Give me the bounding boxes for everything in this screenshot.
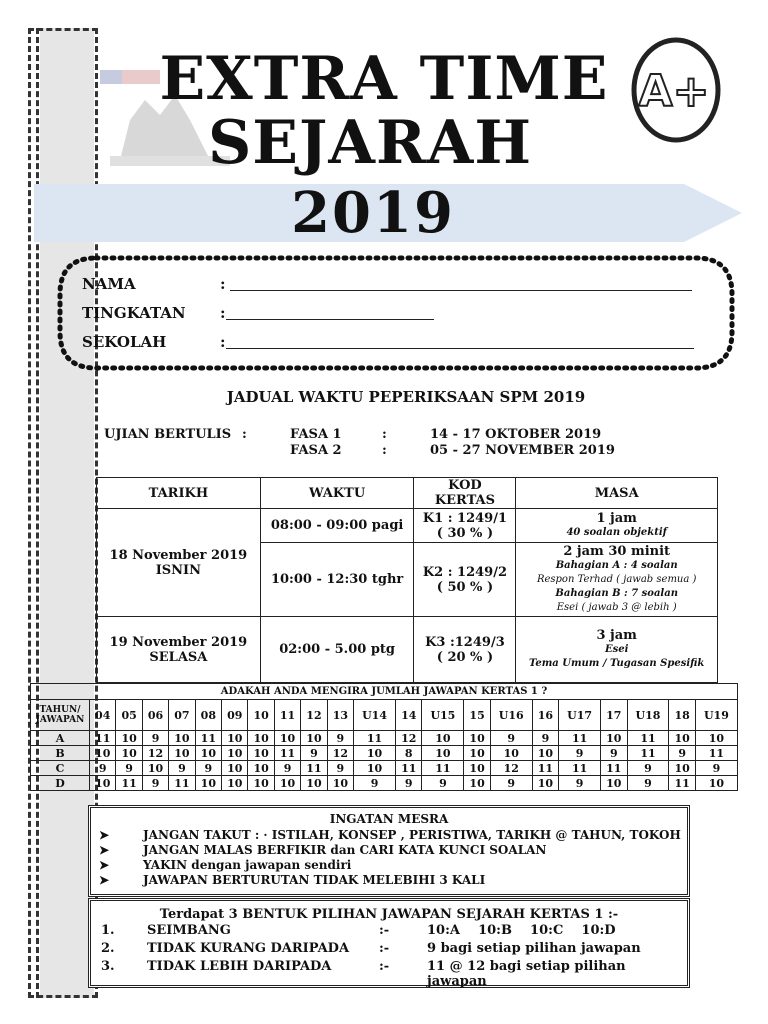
answer-count-cell: 11 bbox=[396, 761, 422, 776]
corner-cell: TAHUN/ JAWAPAN bbox=[31, 700, 90, 731]
answer-distribution-table bbox=[30, 683, 738, 791]
answer-count-cell: 9 bbox=[274, 761, 300, 776]
answer-count-cell: 10 bbox=[464, 776, 490, 791]
k1-kod-cell bbox=[414, 509, 516, 543]
field-label-tingkatan: TINGKATAN bbox=[82, 304, 186, 322]
answer-count-cell: 9 bbox=[490, 776, 532, 791]
pilihan-label: SEIMBANG bbox=[147, 923, 231, 938]
tingkatan-field[interactable] bbox=[226, 319, 434, 320]
nama-field[interactable] bbox=[230, 290, 692, 291]
fasa-1-dates: 14 - 17 OKTOBER 2019 bbox=[430, 427, 602, 442]
year-header: 12 bbox=[301, 700, 327, 731]
year-header: U17 bbox=[559, 700, 601, 731]
answer-count-cell: 9 bbox=[601, 746, 627, 761]
answer-count-cell: 10 bbox=[142, 761, 168, 776]
answer-count-cell: 9 bbox=[559, 746, 601, 761]
answer-count-cell: 11 bbox=[627, 746, 669, 761]
mesra-item: ➤ JANGAN MALAS BERFIKIR dan CARI KATA KUNCI SOALAN bbox=[99, 843, 547, 857]
year-header: 17 bbox=[601, 700, 627, 731]
pilihan-value: 11 @ 12 bagi setiap pilihan jawapan bbox=[427, 959, 626, 989]
answer-count-cell: 11 bbox=[601, 761, 627, 776]
year-header: 15 bbox=[464, 700, 490, 731]
mesra-item: ➤ JANGAN TAKUT : · ISTILAH, KONSEP , PERISTIWA, TARIKH @ TAHUN, TOKOH bbox=[99, 828, 681, 842]
answer-count-cell: 10 bbox=[422, 731, 464, 746]
mesra-title: INGATAN MESRA bbox=[329, 812, 449, 826]
pilihan-label: TIDAK LEBIH DARIPADA bbox=[147, 959, 332, 974]
mesra-item: ➤ YAKIN dengan jawapan sendiri bbox=[99, 858, 352, 872]
k1-time: 08:00 - 09:00 pagi bbox=[260, 509, 414, 543]
year-header: U16 bbox=[490, 700, 532, 731]
answer-count-cell: 10 bbox=[222, 776, 248, 791]
table-row bbox=[97, 617, 718, 683]
day2-day: SELASA bbox=[149, 649, 208, 665]
answer-count-cell: 10 bbox=[195, 746, 221, 761]
table-row bbox=[31, 746, 738, 761]
pilihan-jawapan-box bbox=[88, 898, 690, 988]
answer-count-cell: 10 bbox=[248, 776, 274, 791]
title-line-2: SEJARAH bbox=[207, 108, 533, 178]
k2-kod: K2 : 1249/2 bbox=[422, 564, 508, 580]
header-kod: KOD KERTAS bbox=[414, 478, 516, 509]
pilihan-value: 10:A 10:B 10:C 10:D bbox=[427, 923, 616, 938]
k1-masa-cell bbox=[516, 509, 718, 543]
answer-count-cell: 10 bbox=[464, 731, 490, 746]
answer-count-cell: 8 bbox=[396, 746, 422, 761]
answer-count-cell: 11 bbox=[90, 731, 116, 746]
dashed-border-bottom bbox=[28, 995, 98, 998]
arrow-bullet-icon: ➤ bbox=[99, 843, 110, 857]
answer-count-cell: 12 bbox=[327, 746, 353, 761]
k3-masa-cell bbox=[516, 617, 718, 683]
row-label: C bbox=[31, 761, 90, 776]
answer-count-cell: 10 bbox=[195, 776, 221, 791]
answer-count-cell: 11 bbox=[169, 776, 195, 791]
table-header-row bbox=[31, 700, 738, 731]
answer-count-cell: 10 bbox=[669, 731, 695, 746]
answer-count-cell: 9 bbox=[195, 761, 221, 776]
table-header-row bbox=[97, 478, 718, 509]
answer-count-cell: 9 bbox=[327, 761, 353, 776]
answer-count-cell: 11 bbox=[669, 776, 695, 791]
pilihan-title: Terdapat 3 BENTUK PILIHAN JAWAPAN SEJARAH KERTAS 1 :- bbox=[159, 907, 619, 922]
fasa-colon: : bbox=[382, 443, 387, 458]
answer-count-cell: 11 bbox=[195, 731, 221, 746]
k2-masa: 2 jam 30 minit bbox=[563, 544, 671, 559]
year-header: 14 bbox=[396, 700, 422, 731]
k2-note-a: Bahagian A : 4 soalan bbox=[555, 560, 678, 571]
answer-count-cell: 10 bbox=[532, 746, 558, 761]
header-masa: MASA bbox=[516, 478, 718, 509]
svg-text:A+: A+ bbox=[638, 66, 710, 117]
answer-count-cell: 9 bbox=[627, 761, 669, 776]
answer-count-cell: 10 bbox=[90, 746, 116, 761]
pilihan-sep: :- bbox=[379, 959, 390, 974]
answer-count-cell: 10 bbox=[669, 761, 695, 776]
arrow-bullet-icon: ➤ bbox=[99, 858, 110, 872]
answer-count-cell: 9 bbox=[532, 731, 558, 746]
answer-count-cell: 11 bbox=[116, 776, 142, 791]
answer-count-cell: 10 bbox=[695, 731, 737, 746]
day1-day: ISNIN bbox=[155, 562, 202, 578]
year-header: 13 bbox=[327, 700, 353, 731]
header-tarikh: TARIKH bbox=[97, 478, 261, 509]
pilihan-value: 9 bagi setiap pilihan jawapan bbox=[427, 941, 641, 956]
exam-schedule-table bbox=[96, 477, 718, 683]
answer-count-cell: 9 bbox=[90, 761, 116, 776]
k1-note: 40 soalan objektif bbox=[566, 527, 667, 538]
answer-count-cell: 9 bbox=[354, 776, 396, 791]
field-label-sekolah: SEKOLAH bbox=[82, 333, 167, 351]
year-header: 11 bbox=[274, 700, 300, 731]
field-colon: : bbox=[220, 275, 226, 293]
answer-count-cell: 10 bbox=[116, 731, 142, 746]
k3-note1: Esei bbox=[604, 644, 629, 655]
field-colon: : bbox=[220, 333, 226, 351]
day2-cell bbox=[97, 617, 261, 683]
answers-caption: ADAKAH ANDA MENGIRA JUMLAH JAWAPAN KERTAS 1 ? bbox=[31, 684, 738, 700]
year-header: 09 bbox=[222, 700, 248, 731]
row-label: A bbox=[31, 731, 90, 746]
mesra-item: ➤ JAWAPAN BERTURUTAN TIDAK MELEBIHI 3 KALI bbox=[99, 873, 486, 887]
table-row bbox=[31, 731, 738, 746]
fasa-colon: : bbox=[382, 427, 387, 442]
pilihan-num: 2. bbox=[101, 941, 115, 956]
ujian-colon: : bbox=[242, 427, 247, 442]
answer-count-cell: 10 bbox=[601, 731, 627, 746]
k2-kod-cell bbox=[414, 543, 516, 617]
k2-time: 10:00 - 12:30 tghr bbox=[260, 543, 414, 617]
k3-time: 02:00 - 5.00 ptg bbox=[260, 617, 414, 683]
answer-count-cell: 9 bbox=[301, 746, 327, 761]
year-header: 04 bbox=[90, 700, 116, 731]
answer-count-cell: 9 bbox=[490, 731, 532, 746]
k2-masa-cell bbox=[516, 543, 718, 617]
day1-cell bbox=[97, 509, 261, 617]
year-header: U15 bbox=[422, 700, 464, 731]
row-label: D bbox=[31, 776, 90, 791]
answer-count-cell: 10 bbox=[248, 761, 274, 776]
answer-count-cell: 10 bbox=[222, 761, 248, 776]
k2-pct: ( 50 % ) bbox=[436, 579, 494, 595]
k1-pct: ( 30 % ) bbox=[436, 525, 494, 541]
answer-count-cell: 9 bbox=[422, 776, 464, 791]
fasa-1-label: FASA 1 bbox=[290, 427, 342, 442]
pilihan-sep: :- bbox=[379, 941, 390, 956]
answer-count-cell: 9 bbox=[396, 776, 422, 791]
answer-count-cell: 11 bbox=[274, 746, 300, 761]
answer-count-cell: 10 bbox=[354, 761, 396, 776]
answer-count-cell: 11 bbox=[422, 761, 464, 776]
day1-date: 18 November 2019 bbox=[109, 547, 248, 563]
table-row bbox=[31, 761, 738, 776]
fasa-2-label: FASA 2 bbox=[290, 443, 342, 458]
answer-count-cell: 10 bbox=[169, 746, 195, 761]
answer-count-cell: 10 bbox=[490, 746, 532, 761]
table-row bbox=[97, 509, 718, 543]
answer-count-cell: 9 bbox=[669, 746, 695, 761]
answer-count-cell: 10 bbox=[274, 776, 300, 791]
answer-count-cell: 9 bbox=[169, 761, 195, 776]
answer-count-cell: 10 bbox=[222, 746, 248, 761]
answer-count-cell: 10 bbox=[301, 776, 327, 791]
pilihan-sep: :- bbox=[379, 923, 390, 938]
answer-count-cell: 10 bbox=[116, 746, 142, 761]
day2-date: 19 November 2019 bbox=[109, 634, 248, 650]
header-waktu: WAKTU bbox=[260, 478, 414, 509]
year-header: 05 bbox=[116, 700, 142, 731]
k1-masa: 1 jam bbox=[596, 511, 637, 526]
k2-note-b: Bahagian B : 7 soalan bbox=[555, 588, 678, 599]
a-plus-badge-icon bbox=[628, 34, 724, 146]
answer-count-cell: 9 bbox=[559, 776, 601, 791]
pilihan-num: 3. bbox=[101, 959, 115, 974]
year-header: 16 bbox=[532, 700, 558, 731]
answer-count-cell: 10 bbox=[248, 731, 274, 746]
arrow-bullet-icon: ➤ bbox=[99, 828, 110, 842]
answer-count-cell: 12 bbox=[490, 761, 532, 776]
k3-pct: ( 20 % ) bbox=[436, 649, 494, 665]
answer-count-cell: 10 bbox=[90, 776, 116, 791]
year-header: 08 bbox=[195, 700, 221, 731]
dashed-border-top bbox=[28, 28, 98, 31]
answer-count-cell: 10 bbox=[354, 746, 396, 761]
answer-count-cell: 10 bbox=[301, 731, 327, 746]
answer-count-cell: 10 bbox=[222, 731, 248, 746]
answer-count-cell: 9 bbox=[627, 776, 669, 791]
title-line-1: EXTRA TIME bbox=[159, 44, 609, 114]
year-header: U19 bbox=[695, 700, 737, 731]
ujian-label: UJIAN BERTULIS bbox=[104, 427, 232, 442]
k2-note-a2: Respon Terhad ( jawab semua ) bbox=[536, 574, 697, 585]
table-caption-row bbox=[31, 684, 738, 700]
field-label-nama: NAMA bbox=[82, 275, 136, 293]
year-header: 07 bbox=[169, 700, 195, 731]
answer-count-cell: 9 bbox=[327, 731, 353, 746]
answer-count-cell: 11 bbox=[301, 761, 327, 776]
answer-count-cell: 10 bbox=[532, 776, 558, 791]
arrow-bullet-icon: ➤ bbox=[99, 873, 110, 887]
answer-count-cell: 11 bbox=[532, 761, 558, 776]
fasa-2-dates: 05 - 27 NOVEMBER 2019 bbox=[430, 443, 615, 458]
answer-count-cell: 10 bbox=[601, 776, 627, 791]
field-colon: : bbox=[220, 304, 226, 322]
year-header: U18 bbox=[627, 700, 669, 731]
year-header: 18 bbox=[669, 700, 695, 731]
pilihan-label: TIDAK KURANG DARIPADA bbox=[147, 941, 350, 956]
pilihan-num: 1. bbox=[101, 923, 115, 938]
k3-masa: 3 jam bbox=[596, 628, 637, 643]
answer-count-cell: 9 bbox=[142, 731, 168, 746]
answer-count-cell: 10 bbox=[248, 746, 274, 761]
answer-count-cell: 9 bbox=[695, 761, 737, 776]
answer-count-cell: 10 bbox=[327, 776, 353, 791]
answer-count-cell: 9 bbox=[142, 776, 168, 791]
year-header: 10 bbox=[248, 700, 274, 731]
schedule-title: JADUAL WAKTU PEPERIKSAAN SPM 2019 bbox=[226, 388, 586, 406]
answer-count-cell: 12 bbox=[396, 731, 422, 746]
ingatan-mesra-box bbox=[88, 805, 690, 897]
row-label: B bbox=[31, 746, 90, 761]
answer-count-cell: 10 bbox=[274, 731, 300, 746]
answer-count-cell: 10 bbox=[464, 746, 490, 761]
answer-count-cell: 11 bbox=[354, 731, 396, 746]
sekolah-field[interactable] bbox=[226, 348, 694, 349]
k1-kod: K1 : 1249/1 bbox=[422, 510, 508, 526]
year-header: 06 bbox=[142, 700, 168, 731]
answer-count-cell: 11 bbox=[695, 746, 737, 761]
table-row bbox=[31, 776, 738, 791]
k2-note-b2: Esei ( jawab 3 @ lebih ) bbox=[556, 602, 677, 613]
k3-kod: K3 :1249/3 bbox=[425, 634, 505, 650]
k3-note2: Tema Umum / Tugasan Spesifik bbox=[529, 658, 705, 669]
answer-count-cell: 10 bbox=[464, 761, 490, 776]
answer-count-cell: 10 bbox=[169, 731, 195, 746]
answer-count-cell: 10 bbox=[695, 776, 737, 791]
title-year: 2019 bbox=[291, 180, 455, 246]
answer-count-cell: 11 bbox=[559, 761, 601, 776]
answer-count-cell: 12 bbox=[142, 746, 168, 761]
answer-count-cell: 10 bbox=[422, 746, 464, 761]
answer-count-cell: 11 bbox=[627, 731, 669, 746]
year-header: U14 bbox=[354, 700, 396, 731]
answer-count-cell: 9 bbox=[116, 761, 142, 776]
answer-count-cell: 11 bbox=[559, 731, 601, 746]
k3-kod-cell bbox=[414, 617, 516, 683]
